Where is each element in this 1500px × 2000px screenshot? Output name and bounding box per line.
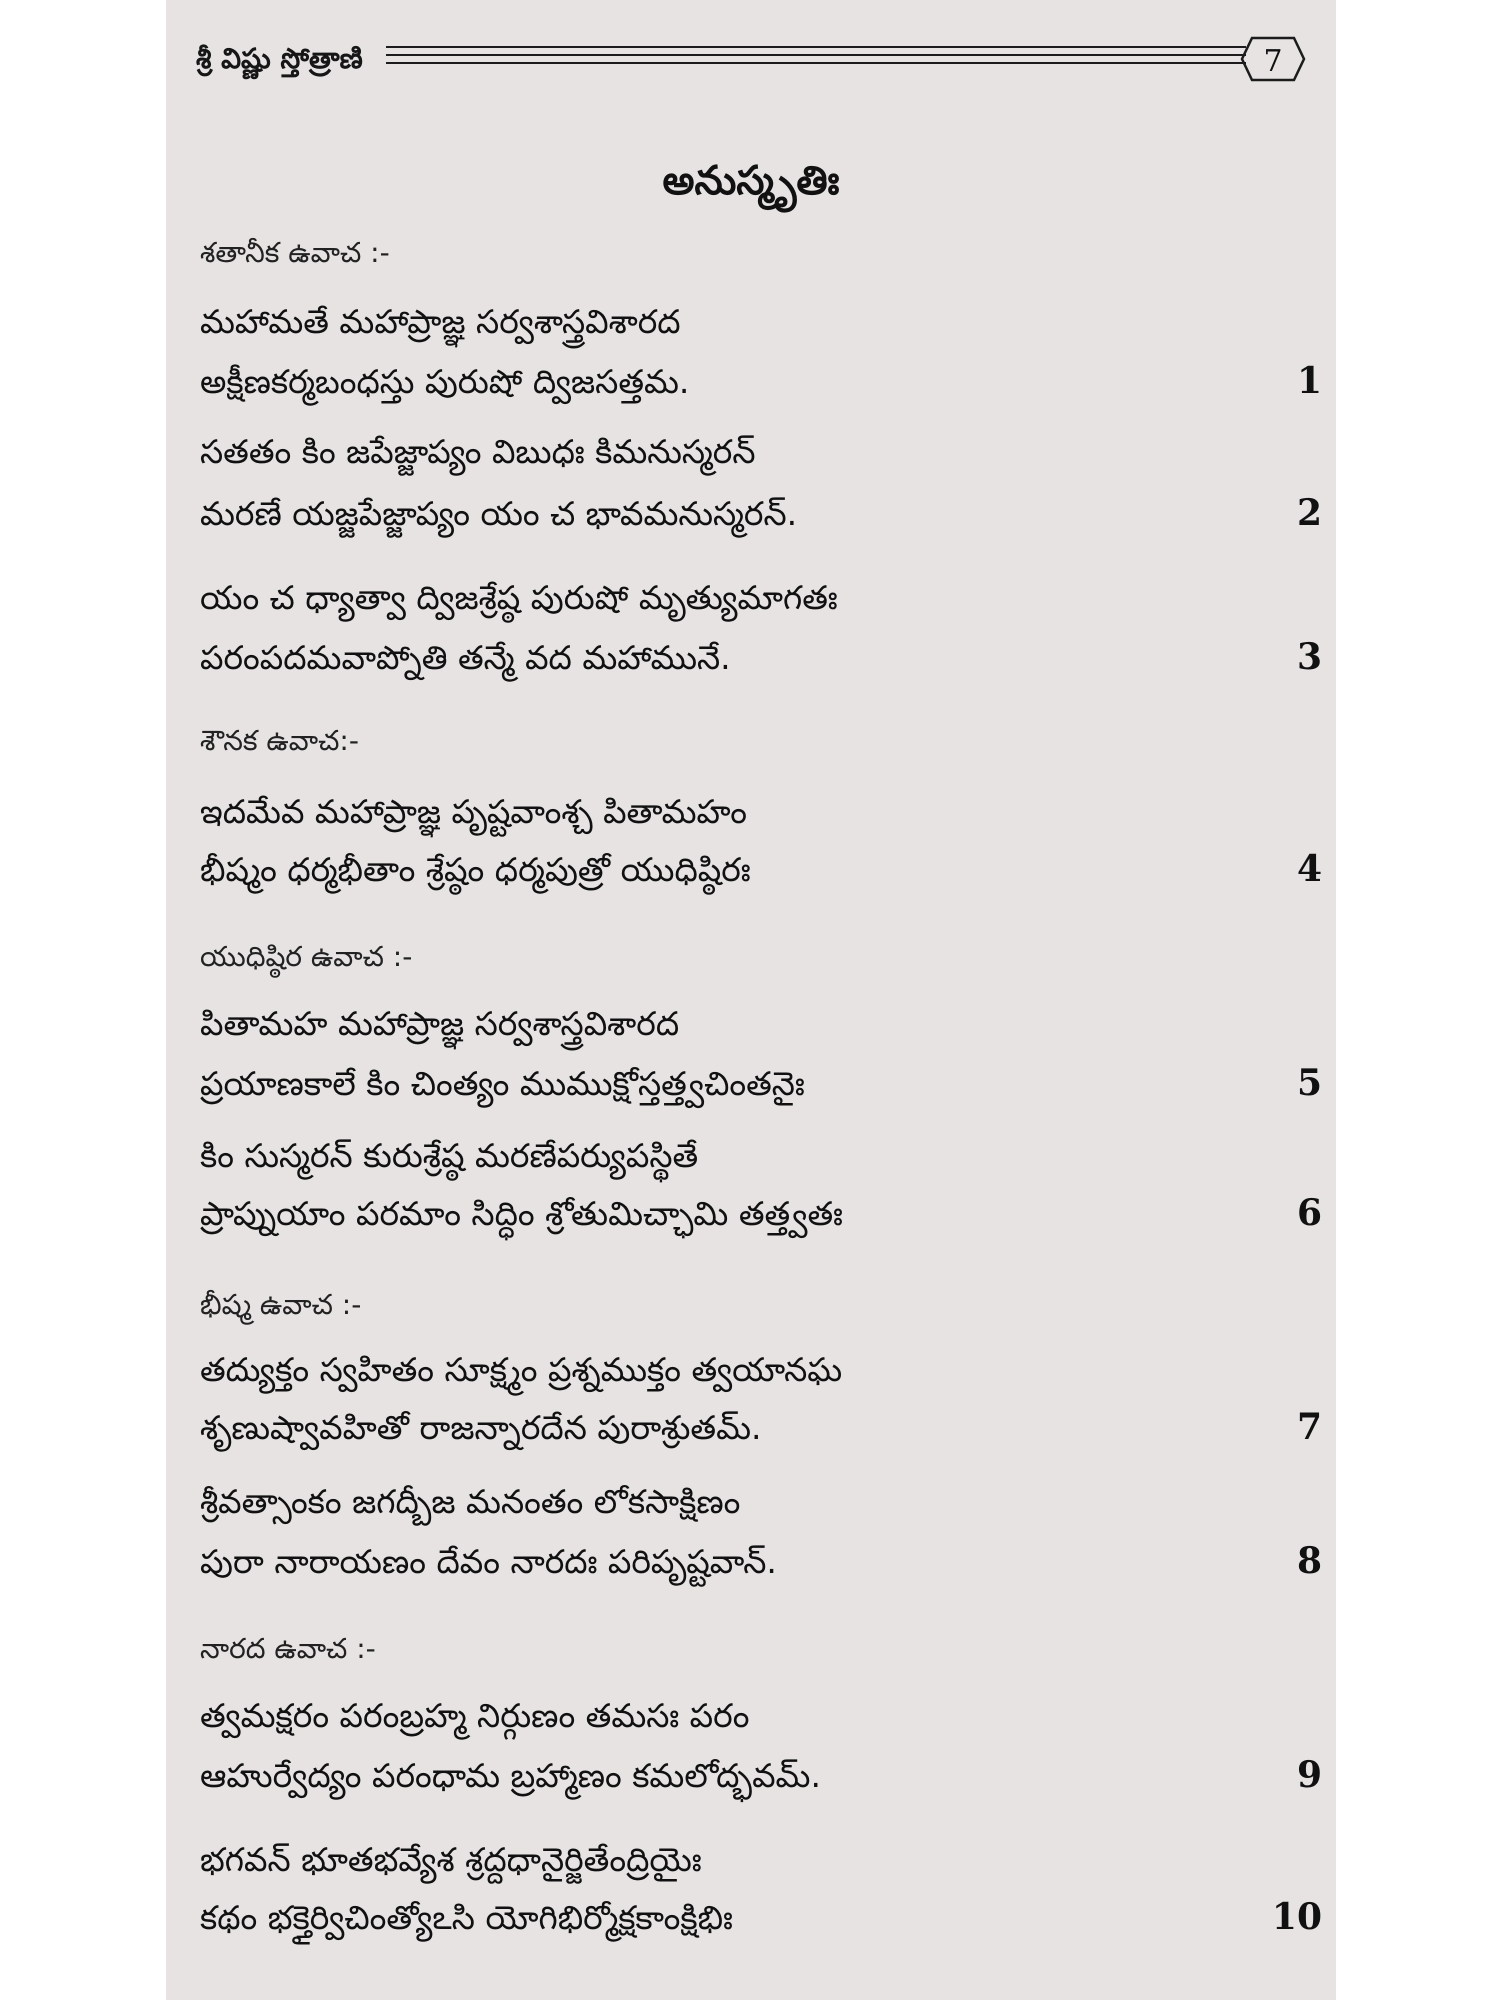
header-rule-middle (386, 54, 1246, 56)
page-number: 7 (1263, 44, 1283, 79)
verse-line: అక్షీణకర్మబంధస్తు పురుషో ద్విజసత్తమ. (200, 362, 690, 401)
running-header-title: శ్రీ విష్ణు స్తోత్రాణి (196, 42, 363, 75)
verse-line: ఆహుర్వేద్యం పరంధామ బ్రహ్మాణం కమలోద్భవమ్. (200, 1756, 821, 1795)
verse-line: భగవన్ భూతభవ్యేశ శ్రద్దధానైర్జితేంద్రియైః (200, 1840, 702, 1879)
verse-line: కథం భక్తైర్విచింత్యోఽసి యోగిభిర్మోక్షకాంక్షిభిః (200, 1898, 733, 1937)
verse-line: పరంపదమవాప్నోతి తన్మే వద మహామునే. (200, 638, 731, 677)
verse-line: ఇదమేవ మహాప్రాజ్ఞ పృష్టవాంశ్చ పితామహం (200, 792, 747, 831)
verse-line: యం చ ధ్యాత్వా ద్విజశ్రేష్ఠ పురుషో మృత్యుమాగతః (200, 578, 838, 617)
verse-line: ప్రాప్నుయాం పరమాం సిద్ధిం శ్రోతుమిచ్ఛామి తత్త్వతః (200, 1194, 843, 1233)
verse-line: ప్రయాణకాలే కిం చింత్యం ముముక్షోస్తత్త్వచింతనైః (200, 1064, 805, 1103)
verse-number: 4 (1296, 848, 1322, 890)
speaker-heading: భీష్మ ఉవాచ :- (200, 1288, 362, 1321)
verse-line: పితామహ మహాప్రాజ్ఞ సర్వశాస్త్రవిశారద (200, 1004, 680, 1043)
verse-number: 5 (1296, 1062, 1322, 1104)
verse-number: 3 (1296, 636, 1322, 678)
verse-line: తద్యుక్తం స్వహితం సూక్ష్మం ప్రశ్నముక్తం త్వయానఘ (200, 1350, 843, 1389)
verse-line: మరణే యజ్జపేజ్జాప్యం యం చ భావమనుస్మరన్. (200, 494, 798, 533)
verse-line: సతతం కిం జపేజ్జాప్యం విబుధః కిమనుస్మరన్ (200, 432, 756, 471)
verse-line: త్వమక్షరం పరంబ్రహ్మ నిర్గుణం తమసః పరం (200, 1696, 750, 1735)
verse-number: 1 (1296, 360, 1322, 402)
verse-number: 10 (1271, 1896, 1322, 1938)
verse-number: 9 (1296, 1754, 1322, 1796)
speaker-heading: యుధిష్ఠిర ఉవాచ :- (200, 940, 413, 973)
verse-number: 8 (1296, 1540, 1322, 1582)
verse-line: కిం సుస్మరన్ కురుశ్రేష్ఠ మరణేపర్యుపస్థితే (200, 1136, 699, 1175)
page-title: అనుస్మృతిః (662, 158, 840, 204)
verse-number: 2 (1296, 492, 1322, 534)
verse-number: 7 (1296, 1406, 1322, 1448)
header-rule-bottom (386, 62, 1246, 64)
book-page (166, 0, 1336, 2000)
speaker-heading: శతానీక ఉవాచ :- (200, 236, 390, 269)
verse-number: 6 (1296, 1192, 1322, 1234)
verse-line: భీష్మం ధర్మభీతాం శ్రేష్ఠం ధర్మపుత్రో యుధిష్ఠిరః (200, 850, 751, 889)
verse-line: శ్రీవత్సాంకం జగద్బీజ మనంతం లోకసాక్షిణం (200, 1482, 741, 1521)
verse-line: మహామతే మహాప్రాజ్ఞ సర్వశాస్త్రవిశారద (200, 302, 681, 341)
speaker-heading: నారద ఉవాచ :- (200, 1632, 376, 1665)
verse-line: పురా నారాయణం దేవం నారదః పరిపృష్టవాన్. (200, 1542, 777, 1581)
header-rule-top (386, 46, 1246, 48)
speaker-heading: శౌనక ఉవాచ:- (200, 724, 359, 757)
page-number-badge (1240, 36, 1306, 82)
verse-line: శృణుష్వావహితో రాజన్నారదేన పురాశ్రుతమ్. (200, 1408, 762, 1447)
